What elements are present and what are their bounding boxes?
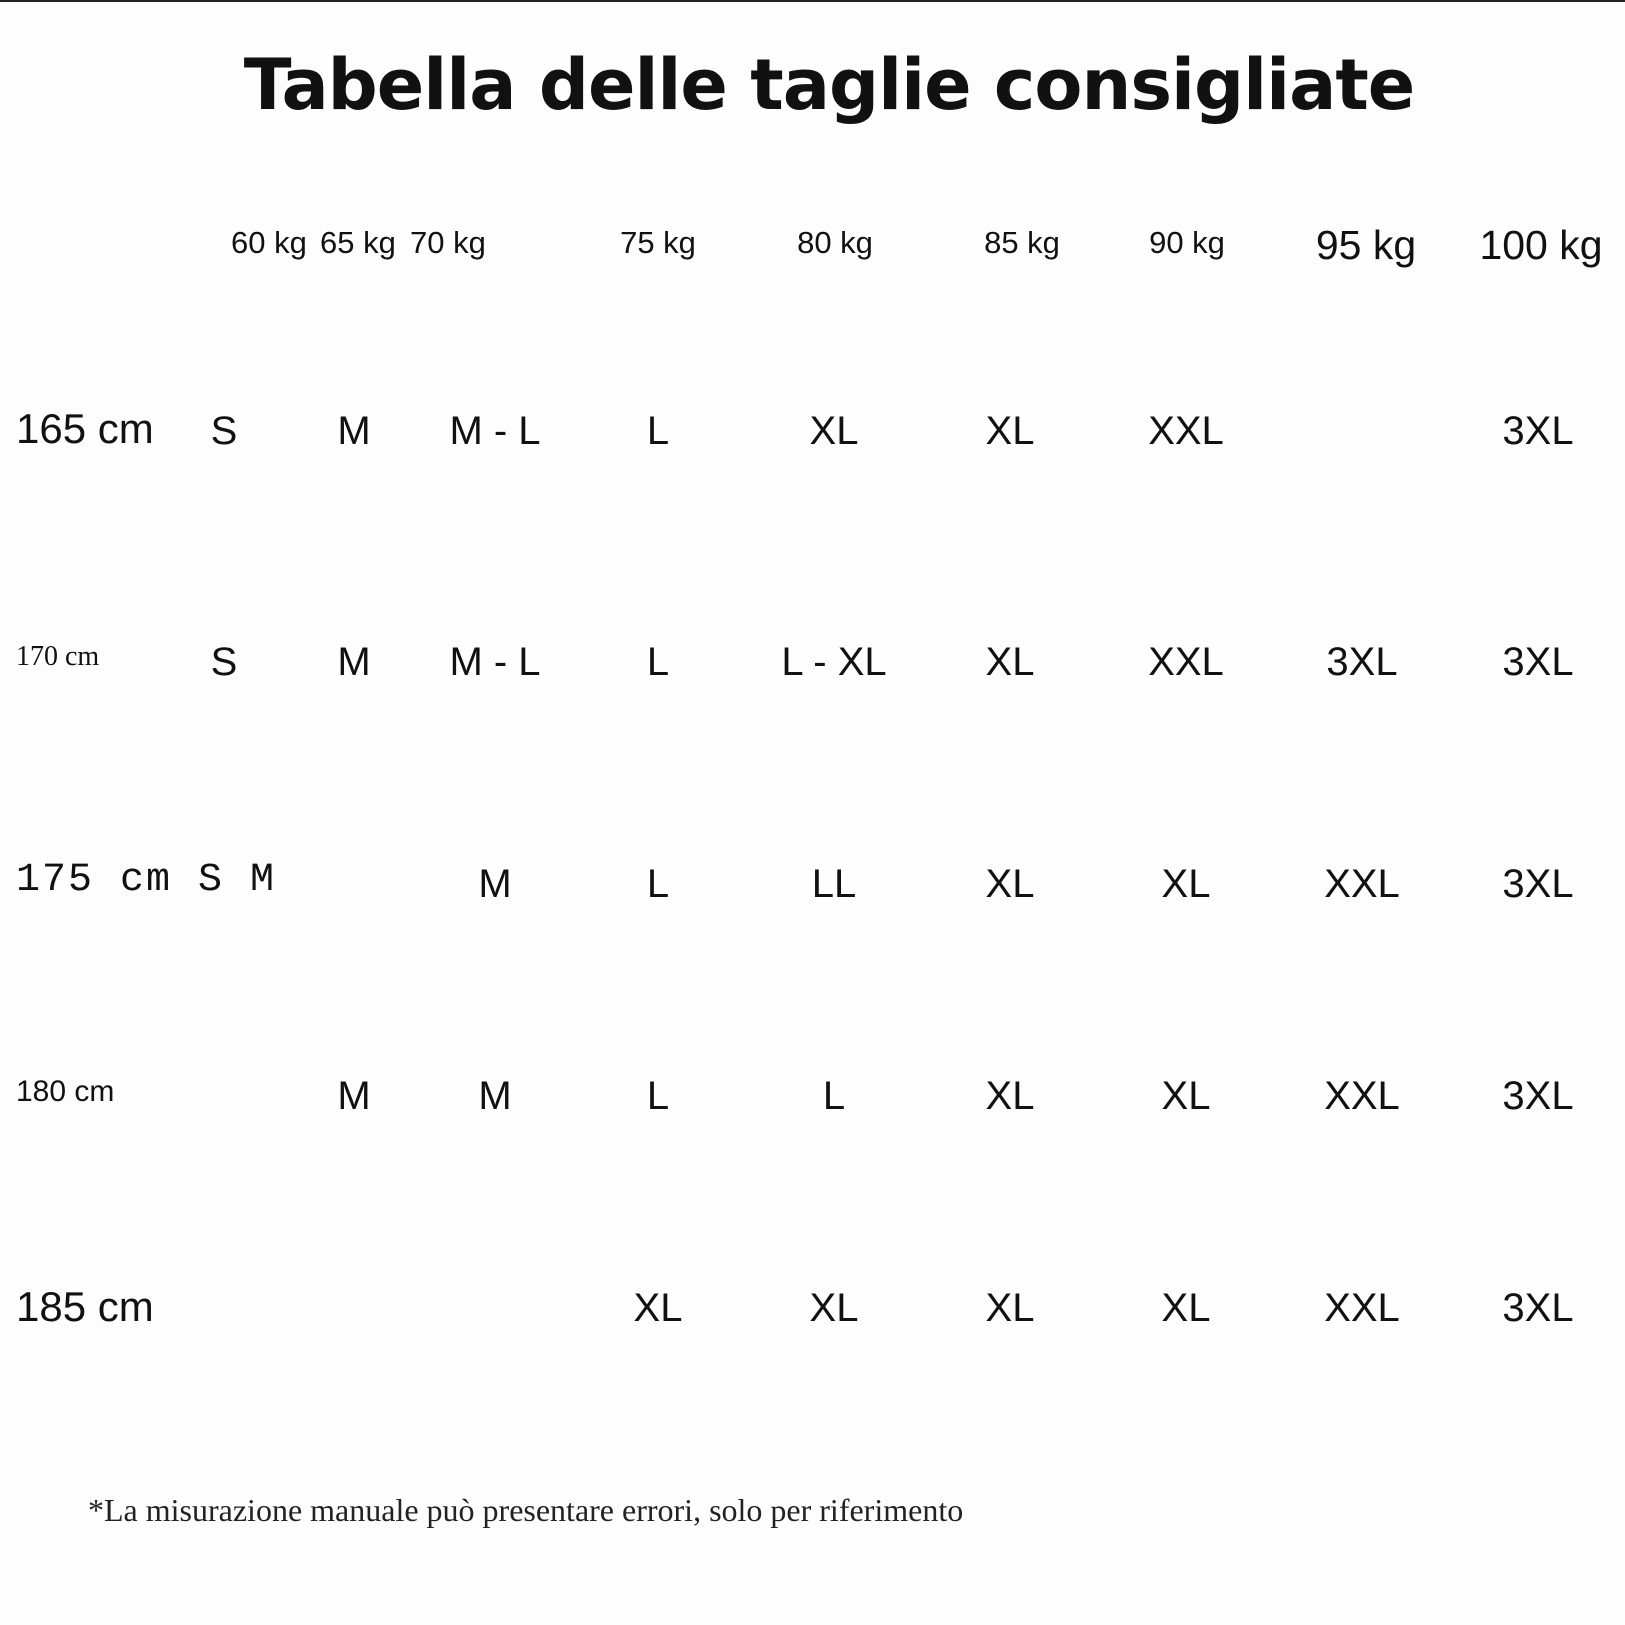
- weight-header: 60 kg: [231, 225, 307, 260]
- size-cell: 3XL: [1502, 1074, 1574, 1118]
- disclaimer-note: *La misurazione manuale può presentare errori, solo per riferimento: [88, 1492, 964, 1528]
- size-cell: 3XL: [1502, 1286, 1574, 1330]
- weight-header: 85 kg: [984, 225, 1060, 260]
- weight-header: 90 kg: [1149, 225, 1225, 260]
- size-cell: XL: [1161, 862, 1211, 906]
- size-cell: XXL: [1148, 409, 1224, 453]
- size-cell: L: [646, 640, 670, 684]
- size-cell: XL: [809, 1286, 859, 1330]
- size-cell: XL: [809, 409, 859, 453]
- height-label: 170 cm: [16, 641, 100, 672]
- size-cell: M: [337, 409, 371, 453]
- size-cell: M: [478, 1074, 512, 1118]
- height-label: 165 cm: [16, 405, 154, 452]
- height-label: 185 cm: [16, 1283, 154, 1330]
- size-cell: XL: [633, 1286, 683, 1330]
- page-title: Tabella delle taglie consigliate: [243, 44, 1415, 126]
- size-cell: XL: [985, 640, 1035, 684]
- size-cell: M - L: [449, 640, 541, 684]
- size-cell: S: [210, 409, 238, 453]
- size-cell: M: [478, 862, 512, 906]
- size-cell: XL: [985, 862, 1035, 906]
- size-cell: L: [822, 1074, 846, 1118]
- size-cell: 3XL: [1502, 862, 1574, 906]
- size-cell: XXL: [1324, 1074, 1400, 1118]
- size-cell: M - L: [449, 409, 541, 453]
- size-cell: XL: [985, 409, 1035, 453]
- weight-header: 80 kg: [797, 225, 873, 260]
- size-cell: XL: [985, 1074, 1035, 1118]
- size-cell: 3XL: [1326, 640, 1398, 684]
- size-cell: XL: [1161, 1074, 1211, 1118]
- size-cell: XXL: [1324, 1286, 1400, 1330]
- weight-header: 65 kg: [320, 225, 396, 260]
- size-cell: L: [646, 409, 670, 453]
- size-cell: L - XL: [781, 640, 887, 684]
- size-cell: L: [646, 1074, 670, 1118]
- weight-header-row: [0, 0, 1625, 300]
- size-cell: XXL: [1324, 862, 1400, 906]
- size-cell: XL: [1161, 1286, 1211, 1330]
- height-label: 180 cm: [16, 1075, 115, 1108]
- size-cell: M: [337, 1074, 371, 1118]
- size-cell: XL: [985, 1286, 1035, 1330]
- weight-header: 100 kg: [1479, 222, 1603, 268]
- weight-header: 95 kg: [1315, 222, 1417, 268]
- weight-header: 75 kg: [620, 225, 696, 260]
- weight-header: 70 kg: [410, 225, 486, 260]
- size-cell: S: [210, 640, 238, 684]
- size-cell: 3XL: [1502, 640, 1574, 684]
- size-cell: XXL: [1148, 640, 1224, 684]
- size-cell: M: [337, 640, 371, 684]
- size-cell: L: [646, 862, 670, 906]
- size-cell: LL: [811, 862, 857, 906]
- size-cell: 3XL: [1502, 409, 1574, 453]
- height-label: 175 cm S M: [16, 858, 277, 903]
